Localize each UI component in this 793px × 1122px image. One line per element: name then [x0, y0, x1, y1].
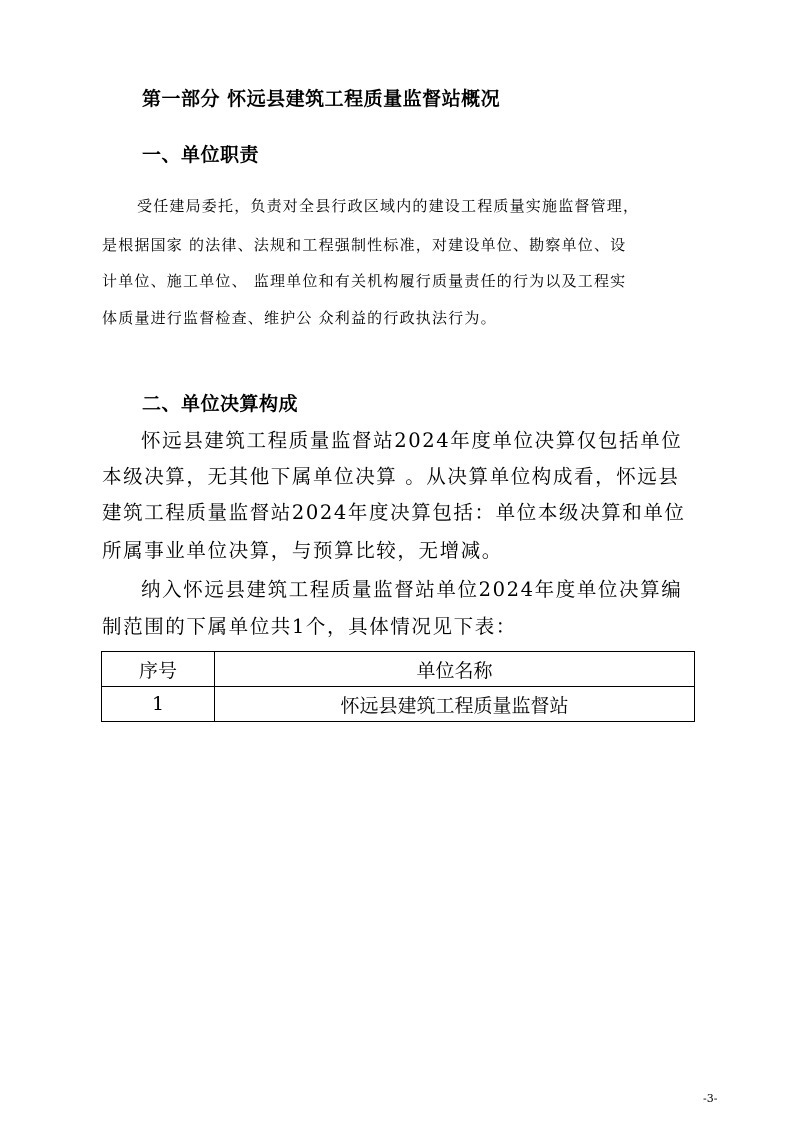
paragraph-line-3: 建筑工程质量监督站2024年度决算包括：单位本级决算和单位 [102, 501, 686, 524]
paragraph-line-2: 本级决算，无其他下属单位决算 。从决算单位构成看，怀远县 [102, 465, 680, 488]
duty-line-2: 是根据国家 的法律、法规和工程强制性标准，对建设单位、勘察单位、设 [102, 236, 627, 254]
duty-line-1: 受任建局委托，负责对全县行政区域内的建设工程质量实施监督管理， [137, 197, 640, 215]
cell-serial: 1 [102, 687, 215, 722]
page-number: -3- [703, 1092, 718, 1105]
table-row [102, 687, 695, 722]
table-header-row [102, 652, 695, 687]
paragraph-line-6: 制范围的下属单位共1个，具体情况见下表： [102, 615, 517, 638]
page-title: 第一部分 怀远县建筑工程质量监督站概况 [142, 88, 501, 110]
duty-line-3: 计单位、施工单位、 监理单位和有关机构履行质量责任的行为以及工程实 [102, 272, 627, 290]
paragraph-line-4: 所属事业单位决算，与预算比较，无增减。 [102, 539, 503, 562]
section-heading-duties: 一、单位职责 [142, 144, 260, 166]
paragraph-line-5: 纳入怀远县建筑工程质量监督站单位2024年度单位决算编 [141, 578, 683, 601]
section-heading-composition: 二、单位决算构成 [142, 393, 299, 415]
duty-line-4: 体质量进行监督检查、维护公 众利益的行政执法行为。 [102, 309, 497, 327]
header-serial: 序号 [102, 652, 215, 687]
cell-unit-name: 怀远县建筑工程质量监督站 [215, 687, 695, 722]
units-table [101, 651, 695, 722]
paragraph-line-1: 怀远县建筑工程质量监督站2024年度单位决算仅包括单位 [141, 429, 683, 452]
header-unit-name: 单位名称 [215, 652, 695, 687]
